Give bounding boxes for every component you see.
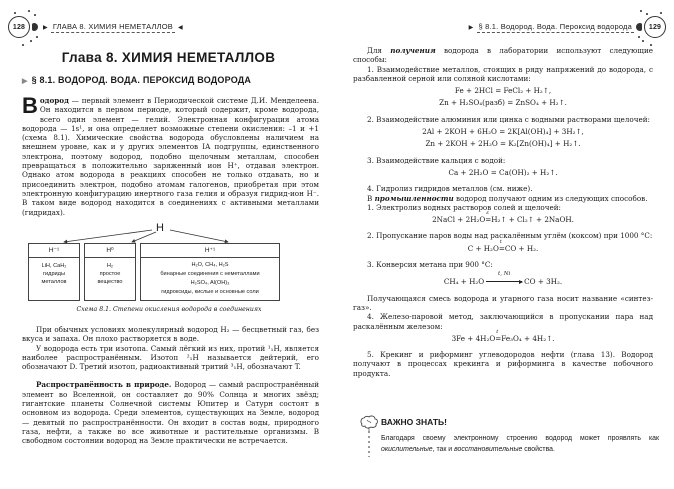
properties-paragraphs bbox=[22, 325, 319, 446]
paragraph-abundance: Распространённость в природе. Водород — самый распространённый элемент во Вселенной, он составляет до 90% Солнца и многих звёзд; гигантские планеты Солнечной системы Юпитер и Сатурн состоят в основном из водорода. Среди элементов, существующих на Земле, водород — девятый по распространённости. Он входит в состав воды, природного газа, нефти, а также во все животные и растительные организмы. В свободном состоянии водород на Земле практически не встречается. bbox=[22, 380, 319, 446]
running-header-left bbox=[8, 17, 186, 37]
diagram-box-h-minus: H⁻¹ LiH, CaH₂ гидриды металлов bbox=[28, 243, 80, 301]
running-header-right bbox=[466, 17, 666, 37]
equation: 2Al + 2KOH + 6H₂O = 2K[Al(OH)₄] + 3H₂↑, bbox=[422, 127, 584, 137]
diagram-box-h-zero: H⁰ H₂ простое вещество bbox=[84, 243, 136, 301]
industry-method-4: 4. Железо-паровой метод, заключающийся в пропускании пара над раскалённым железом: bbox=[353, 312, 653, 331]
page-number: 128 bbox=[8, 16, 30, 38]
lab-method-2: 2. Взаимодействие алюминия или цинка с водными растворами щелочей: bbox=[367, 114, 650, 124]
paragraph-physical: При обычных условиях молекулярный водород H₂ — бесцветный газ, без вкуса и запаха. Он плохо растворяется в воде. bbox=[22, 325, 319, 344]
diagram-box-h-plus: H⁺¹ H₂O, CH₄, H₂S бинарные соединения с неметаллами H₂SO₄, Al(OH)₃ гидроксиды, кислые и основные соли bbox=[140, 243, 280, 301]
term-hydrogen: одород bbox=[39, 96, 69, 105]
running-header-text: ГЛАВА 8. ХИМИЯ НЕМЕТАЛЛОВ bbox=[52, 21, 173, 31]
diagram-arrows bbox=[28, 222, 310, 244]
equation: 3Fe + 4H₂O= t Fe₃O₄ + 4H₂↑. bbox=[451, 328, 555, 343]
right-page bbox=[337, 0, 674, 489]
chapter-title: Глава 8. ХИМИЯ НЕМЕТАЛЛОВ bbox=[61, 50, 276, 65]
industry-method-2: 2. Пропускание паров воды над раскалённым углём (коксом) при 1000 °C: bbox=[367, 231, 653, 241]
equation: Zn + H₂SO₄(разб) = ZnSO₄ + H₂↑. bbox=[439, 98, 567, 108]
paragraph-isotopes: У водорода есть три изотопа. Самый лёгкий из них, протий ¹₁H, является наиболее распространённым. Изотоп ²₁H называется дейтерий, его обозначают D. Третий изотоп, радиоактивный тритий ³₁H, обозначают T. bbox=[22, 343, 319, 372]
lab-method-1: 1. Взаимодействие металлов, стоящих в ряду напряжений до водорода, с разбавленной серной или соляной кислотами: bbox=[353, 64, 653, 83]
running-header-text: § 8.1. Водород. Вода. Пероксид водорода bbox=[478, 21, 632, 31]
equation: CH₄ + H₂O t, Ni CO + 3H₂. bbox=[443, 271, 563, 287]
industry-method-3: 3. Конверсия метана при 900 °C: bbox=[367, 260, 493, 270]
equation: 2NaCl + 2H₂O= ε H₂↑ + Cl₂↑ + 2NaOH. bbox=[432, 210, 574, 225]
equation: Ca + 2H₂O = Ca(OH)₂ + H₂↑. bbox=[448, 167, 558, 177]
diagram-caption: Схема 8.1. Степени окисления водорода в соединениях bbox=[76, 306, 262, 313]
arrow-icon: ▶ bbox=[43, 24, 48, 31]
syngas-note: Получающаяся смесь водорода и угарного газа носит название «синтез-газ». bbox=[353, 293, 653, 312]
equation: Zn + 2KOH + 2H₂O = K₂[Zn(OH)₄] + H₂↑. bbox=[425, 139, 581, 149]
diagram-root: H bbox=[156, 222, 164, 234]
industry-method-5: 5. Крекинг и риформинг углеводородов нефти (глава 13). Водород получают в процессах крекинга и риформинга в качестве побочного продукта. bbox=[353, 350, 653, 378]
lab-method-4: 4. Гидролиз гидридов металлов (см. ниже). bbox=[367, 184, 533, 194]
intro-paragraph: Водород — первый элемент в Периодической системе Д.И. Менделеева. Он находится в первом периоде, который содержит, кроме водорода, всего один элемент — гелий. Электронная конфигурация атома водорода — 1s¹, и она определяет возможные степени окисления: –1 и +1 (схема 8.1). Химические свойства водорода обусловлены наличием на внешнем уровне, как и у других элементов IA подгруппы, единственного электрона, поэтому водород, подобно щелочным металлам, способен превращаться в положительно заряженный ион H⁺, отдавая электрон. Однако атом водорода в реакциях способен не только отдавать, но и присоединить электрон, подобно атомам галогенов, приобретая при этом электронную конфигурацию инертного газа гелия и образуя гидрид-ион H⁻. В таком виде водород находится в соединениях с активными металлами (гидридах). bbox=[22, 93, 319, 217]
lab-method-3: 3. Взаимодействие кальция с водой: bbox=[367, 155, 506, 165]
production-section bbox=[353, 46, 653, 378]
equation: C + H₂O= t CO + H₂. bbox=[467, 238, 539, 253]
arrow-left-icon: ◀ bbox=[177, 24, 183, 31]
drop-cap: В bbox=[22, 93, 38, 118]
oxidation-states-diagram bbox=[28, 222, 310, 318]
triangle-bullet-icon: ▶ bbox=[22, 78, 28, 85]
section-title: ▶ § 8.1. ВОДОРОД. ВОДА. ПЕРОКСИД ВОДОРОДА bbox=[22, 75, 252, 85]
equation: Fe + 2HCl = FeCl₂ + H₂↑, bbox=[454, 86, 552, 96]
lab-lead: Для получения водорода в лаборатории используют следующие способы: bbox=[353, 46, 653, 65]
important-text: Благодаря своему электронному строению водород может проявлять как окислительные, так и восстановительные свойства. bbox=[381, 435, 659, 453]
brain-icon bbox=[359, 415, 379, 459]
arrow-icon: ▶ bbox=[468, 24, 474, 31]
industry-method-1: 1. Электролиз водных растворов солей и щелочей: bbox=[367, 202, 561, 212]
reaction-arrow-icon: t, Ni bbox=[486, 276, 522, 282]
industry-lead: В промышленности водород получают одним из следующих способов. bbox=[367, 193, 648, 203]
page-number: 129 bbox=[644, 16, 666, 38]
important-title: ВАЖНО ЗНАТЬ! bbox=[381, 417, 447, 427]
